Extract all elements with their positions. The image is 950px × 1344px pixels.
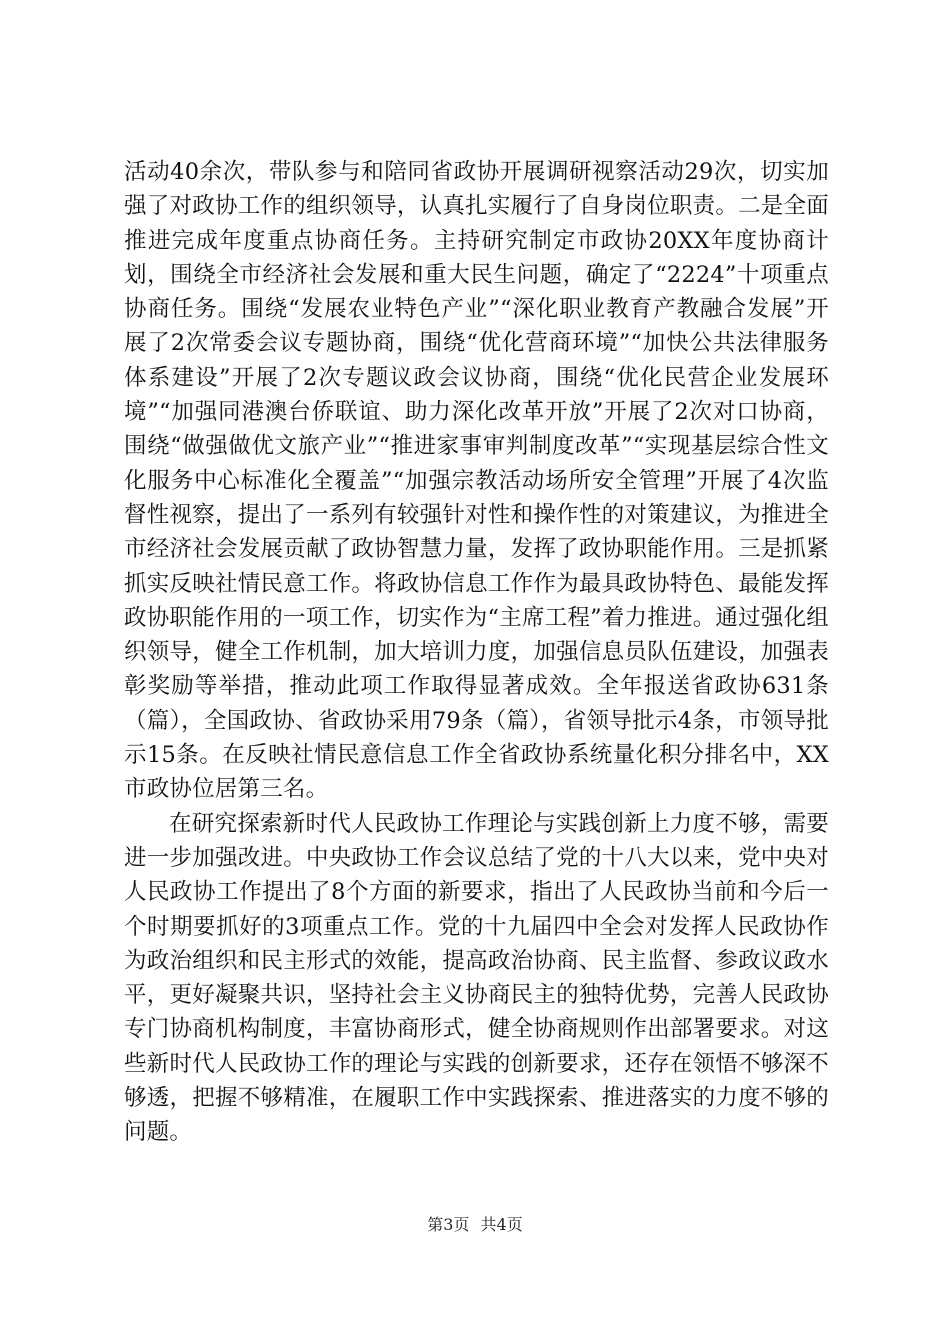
body-paragraph-continued: 活动40余次，带队参与和陪同省政协开展调研视察活动29次，切实加强了对政协工作的组织领导，认真扎实履行了自身岗位职责。二是全面推进完成年度重点协商任务。主持研究制定市政协20XX年度协商计划，围绕全市经济社会发展和重大民生问题，确定了“2224”十项重点协商任务。围绕“发展农业特色产业”“深化职业教育产教融合发展”开展了2次常委会议专题协商，围绕“优化营商环境”“加快公共法律服务体系建设”开展了2次专题议政会议协商，围绕“优化民营企业发展环境”“加强同港澳台侨联谊、助力深化改革开放”开展了2次对口协商，围绕“做强做优文旅产业”“推进家事审判制度改革”“实现基层综合性文化服务中心标准化全覆盖”“加强宗教活动场所安全管理”开展了4次监督性视察，提出了一系列有较强针对性和操作性的对策建议，为推进全市经济社会发展贡献了政协智慧力量，发挥了政协职能作用。三是抓紧抓实反映社情民意工作。将政协信息工作作为最具政协特色、最能发挥政协职能作用的一项工作，切实作为“主席工程”着力推进。通过强化组织领导，健全工作机制，加大培训力度，加强信息员队伍建设，加强表彰奖励等举措，推动此项工作取得显著成效。全年报送省政协631条（篇），全国政协、省政协采用79条（篇），省领导批示4条，市领导批示15条。在反映社情民意信息工作全省政协系统量化积分排名中，XX市政协位居第三名。 bbox=[124, 159, 829, 803]
page-footer bbox=[0, 1214, 950, 1236]
page-total: 共4页 bbox=[480, 1215, 523, 1234]
body-paragraph: 在研究探索新时代人民政协工作理论与实践创新上力度不够，需要进一步加强改进。中央政协工作会议总结了党的十八大以来，党中央对人民政协工作提出了8个方面的新要求，指出了人民政协当前和今后一个时期要抓好的3项重点工作。党的十九届四中全会对发挥人民政协作为政治组织和民主形式的效能，提高政治协商、民主监督、参政议政水平，更好凝聚共识，坚持社会主义协商民主的独特优势，完善人民政协专门协商机构制度，丰富协商形式，健全协商规则作出部署要求。对这些新时代人民政协工作的理论与实践的创新要求，还存在领悟不够深不够透，把握不够精准，在履职工作中实践探索、推进落实的力度不够的问题。 bbox=[124, 810, 829, 1146]
page-number: 第3页 bbox=[427, 1215, 470, 1234]
document-body bbox=[124, 155, 829, 1150]
